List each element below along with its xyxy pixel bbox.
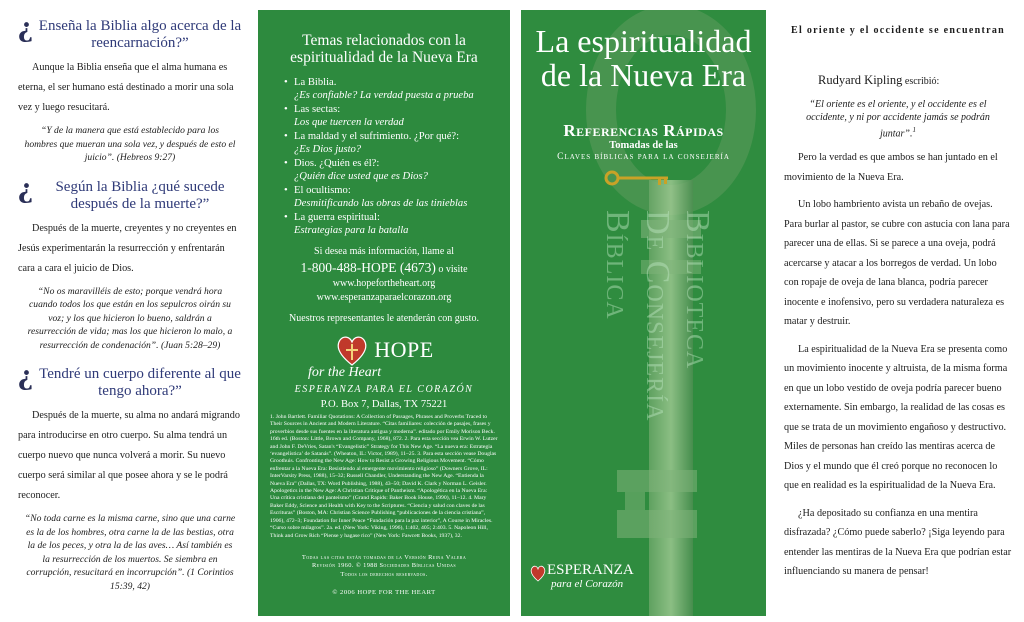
scripture-quote: “No os maravilléis de esto; porque vendrá hora cuando todos los que están en los sepulcros oirán su voz; y los que hicieron lo bueno, saldrán a resurrección de vida; mas los que hicieron lo malo, a resurrección de condenación”. (Juan 5:28–29) (27, 285, 233, 351)
topic-subtitle: Los que tuercen la verdad (294, 117, 404, 128)
faq-section-reincarnation (18, 14, 242, 165)
logo-sub-text: for the Heart (308, 365, 382, 380)
topic-label: Las sectas: (294, 104, 341, 115)
faq-title: Enseña la Biblia algo acerca de la reencarnación?” (38, 18, 242, 51)
faq-heading (18, 14, 242, 52)
phone-number[interactable]: 1-800-488-HOPE (4673) (300, 260, 436, 275)
bible-version-note (268, 554, 500, 579)
faq-body: Aunque la Biblia enseña que el alma humana es eterna, el ser humano está destinado a morir una sola vez y luego resucitará. (18, 62, 234, 113)
scripture-quote: “No toda carne es la misma carne, sino que una carne es la de los hombres, otra carne la de las bestias, otra la de los peces, y otra la de las aves… Así también es la resurrección de los muertos. Se siembra en corrupción, resucitará en incorrupción”. (1 Corintios 15:39, 42) (24, 513, 236, 592)
topic-label: La Biblia. (294, 77, 337, 88)
faq-body: Después de la muerte, su alma no andará migrando para introducirse en otro cuerpo. Su alma tendrá un cuerpo nuevo que nunca volverá a morir. Su nuevo cuerpo será similar al que posee ahora y se le podrá reconocer. (18, 410, 240, 501)
faq-heading (18, 174, 242, 213)
intro-paragraph: Pero la verdad es que ambos se han juntado en el movimiento de la Nueva Era. (784, 152, 998, 183)
faq-title: Según la Biblia ¿qué sucede después de la muerte?” (55, 178, 225, 212)
author-suffix: escribió: (902, 76, 940, 87)
endnotes: 1. John Bartlett. Familiar Quotations: A Collection of Passages, Phrases and Proverbs Traced to Their Sources in Ancient and Modern Literature. “Citas familiares: colección de pasajes, frases y proverbios desde sus fuentes en la literatura antigua y moderna”. editado por Emily Morison Beck. 16th ed. (Boston: Little, Brown and Company, 1968), 872. 2. Para esta sección vea Erwin W. Lutzer and John F. DeVries, Satan's “Evangelistic” Strategy for This New Age. “La nueva era: Estrategia ‘evangelística’ de Satanás”. (Wheaton, IL: Victor, 1989), 11–25. 3. Para esta sección vease Douglas Groothuis. Confronting the New Age: How to Resist a Growing Religious Movement. “Cómo enfrentar a la Nueva Era: Resistiendo al emergente movimiento religioso” (Downers Grove, IL: InterVarsity Press, 1988), 15–32; Russell Chandler, Understanding the New Age. “Entienda la Nueva Era” (Dallas, TX: Word Publishing, 1988), 43–50; David K. Clark y Norman L. Geisler. Apologetics in the New Age: A Christian Critique of Pantheism. “Apologética en la Nueva Era: Una crítica cristiana del panteísmo” (Grand Rapids: Baker Book House, 1990), 11–12. 4. Mary Baker Eddy, Science and Health with Key to the Scriptures. “Ciencia y salud con claves de las Escrituras” (Boston, MA: Christian Science Publishing “publicaciones de la ciencia cristiana”, 1906), 472–3; Foundation for Inner Peace “Fundación para la paz interior”, A Course in Miracles. “Curso sobre milagros”. 2a. ed. (New York: Viking, 1996), 1:402, 405; 2:403. 5. Napoleon Hill, Think and Grow Rich “Piense y hagase rico” (New York: Fawcett Books, 1937), 32. (270, 414, 498, 539)
esperanza-line: ESPERANZA PARA EL CORAZÓN (294, 384, 474, 395)
vertical-line: Biblioteca (679, 210, 716, 370)
related-topics-heading: Temas relacionados con la espiritualidad de la Nueva Era (290, 32, 478, 66)
footnote-ref: 1 (912, 126, 916, 134)
quick-reference-subtitle: Tomadas de las (609, 140, 678, 151)
intro-paragraph: Un lobo hambriento avista un rebaño de ovejas. Para burlar al pastor, se cubre con astucia con lana para parecer una de ellas. Si se parece a una oveja, podrá acercarse y atacar a los borregos de verdad. Un lobo con ropaje de oveja de lana blanca, podría parecer inocente e inofensivo, pero su verdadera naturaleza es matar y destruir. (784, 199, 1010, 328)
topics-list (268, 76, 500, 237)
logo-main-text: HOPE (374, 337, 434, 362)
topic-label: Dios. ¿Quién es él?: (294, 158, 380, 169)
hope-logo (268, 332, 500, 368)
faq-title: Tendré un cuerpo diferente al que tengo ahora?” (39, 366, 241, 399)
reps-note: Nuestros representantes le atenderán con gusto. (289, 313, 479, 324)
po-box: P.O. Box 7, Dallas, TX 75221 (320, 399, 448, 410)
series-vertical-text (597, 210, 717, 421)
topic-label: El ocultismo: (294, 185, 351, 196)
website-link[interactable]: www.esperanzaparaelcorazon.org (316, 292, 452, 303)
list-item (294, 103, 500, 129)
related-topics-panel (258, 10, 510, 616)
series-vertical-title (557, 210, 737, 422)
kipling-line (784, 73, 1012, 88)
website-link[interactable]: www.hopefortheheart.org (332, 278, 436, 289)
quick-reference-source: Claves bíblicas para la consejería (557, 152, 730, 162)
vertical-line: De Consejería (639, 210, 676, 422)
phone-line (268, 259, 500, 277)
intro-panel (772, 0, 1024, 622)
logo-line-main: ESPERANZA (547, 562, 634, 578)
list-item (294, 76, 500, 102)
question-mark: ¿ (18, 14, 34, 44)
faq-section-new-body (18, 362, 242, 593)
kipling-quote (794, 98, 1002, 140)
faq-body: Después de la muerte, creyentes y no creyentes en Jesús experimentarán la resurrección y enfrentarán cara a cara el juicio de Dios. (18, 222, 237, 274)
list-item (294, 130, 500, 156)
esperanza-logo (529, 562, 639, 590)
left-panel (0, 0, 256, 622)
quote-text: “El oriente es el oriente, y el occidente es el occidente, y ni por accidente jamás se podrán juntar”. (806, 99, 990, 140)
cover-title-line: de la Nueva Era (540, 57, 747, 93)
cover-title-line: La espiritualidad (535, 23, 752, 59)
copyright: © 2006 HOPE FOR THE HEART (332, 589, 436, 597)
faq-section-after-death (18, 174, 242, 353)
topic-subtitle: ¿Quién dice usted que es Dios? (294, 171, 428, 182)
question-mark: ¿ (18, 174, 34, 205)
author-name: Rudyard Kipling (818, 73, 903, 87)
footer-line: Todos los derechos reservados. (340, 570, 428, 578)
heart-icon (334, 332, 370, 368)
topic-subtitle: Estrategias para la batalla (294, 225, 409, 236)
contact-info (268, 245, 500, 305)
quick-reference-title: Referencias Rápidas (563, 121, 724, 140)
intro-paragraph: La espiritualidad de la Nueva Era se presenta como un movimiento inocente y altruista, de la misma forma en que un lobo vestido de oveja podría parecer bueno externamente. Sin embargo, la realidad de las cosas es que se trata de un movimiento engañoso y destructivo. Miles de personas han creído las mentiras acerca de Dios y el mundo que él creó porque no reconocen lo que en realidad es la espiritualidad de la Nueva Era. (784, 343, 1008, 492)
vertical-line: Bíblica (599, 210, 636, 320)
intro-heading: El oriente y el occidente se encuentran (791, 25, 1005, 36)
logo-line-sub: para el Corazón (551, 578, 624, 590)
topic-subtitle: ¿Es Dios justo? (294, 144, 362, 155)
scripture-quote: “Y de la manera que está establecido para los hombres que mueran una sola vez, y después de esto el juicio”. (Hebreos 9:27) (24, 125, 236, 163)
topic-subtitle: Desmitificando las obras de las tinieblas (294, 198, 468, 209)
list-item (294, 184, 500, 210)
visit-text: o visite (438, 264, 468, 275)
list-item (294, 211, 500, 237)
question-mark: ¿ (18, 362, 34, 392)
faq-heading (18, 362, 242, 400)
intro-paragraph: ¿Ha depositado su confianza en una mentira disfrazada? ¿Cómo puede saberlo? ¡Siga leyendo para entender las mentiras de la Nueva Era que podrían estar influenciando su manera de pensar! (784, 507, 1012, 578)
topic-label: La maldad y el sufrimiento. ¿Por qué?: (294, 131, 460, 142)
footer-line: Todas las citas están tomadas de la Versión Reina Valera (301, 553, 467, 561)
list-item (294, 157, 500, 183)
gold-key-icon (604, 170, 674, 186)
topic-subtitle: ¿Es confiable? La verdad puesta a prueba (294, 90, 474, 101)
cover-panel (521, 10, 766, 616)
info-line: Si desea más información, llame al (314, 246, 454, 257)
cover-title (521, 24, 766, 92)
topic-label: La guerra espiritual: (294, 212, 380, 223)
heart-icon (529, 564, 547, 582)
footer-line: Revisión 1960. © 1988 Sociedades Bíblicas Unidas (312, 562, 456, 570)
